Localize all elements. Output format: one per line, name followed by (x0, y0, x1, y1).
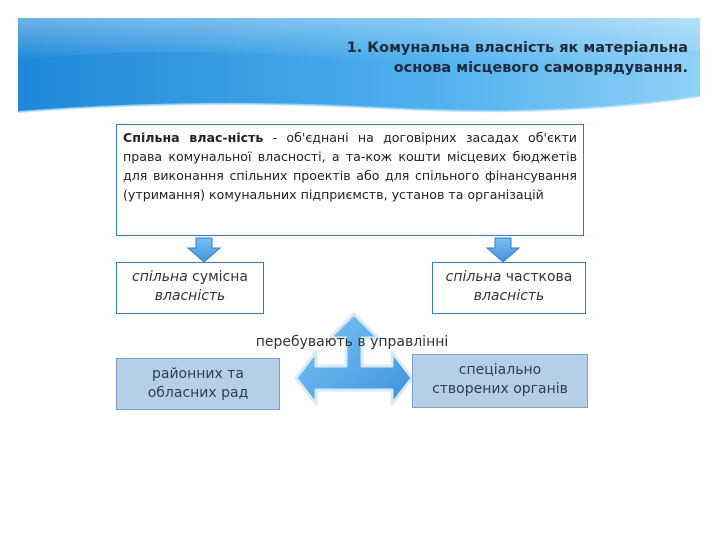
joint-ownership-suffix: власність (154, 288, 226, 304)
management-label: перебувають в управлінні (255, 334, 449, 350)
shared-ownership-box (432, 262, 586, 314)
shared-ownership-emph: часткова (505, 269, 573, 285)
three-way-arrow-icon (296, 314, 412, 404)
definition-term: Спільна влас-ність (123, 130, 264, 145)
special-bodies-line-2: створених органів (432, 381, 568, 397)
district-councils-line-2: обласних рад (147, 385, 249, 401)
district-councils-box (116, 358, 280, 410)
special-bodies-line-1: спеціально (458, 362, 542, 378)
title-line-2: основа місцевого самоврядування. (393, 60, 688, 76)
down-arrow-right-icon (487, 238, 519, 262)
title-line-1: 1. Комунальна власність як матеріальна (346, 40, 688, 56)
joint-ownership-prefix: спільна (132, 269, 193, 285)
joint-ownership-box (116, 262, 264, 314)
district-councils-line-1: районних та (151, 366, 244, 382)
joint-ownership-emph: сумісна (192, 269, 248, 285)
down-arrow-left-icon (188, 238, 220, 262)
definition-text: - об'єднані на договірних засадах об'єкти права комунальної власності, а та-кож кошти місцевих бюджетів для виконання спільних проектів або для спільного фінансування (утримання) комунальних підприємств, установ та організацій (123, 130, 577, 202)
shared-ownership-prefix: спільна (445, 269, 506, 285)
shared-ownership-suffix: власність (473, 288, 545, 304)
special-bodies-box (412, 354, 588, 408)
